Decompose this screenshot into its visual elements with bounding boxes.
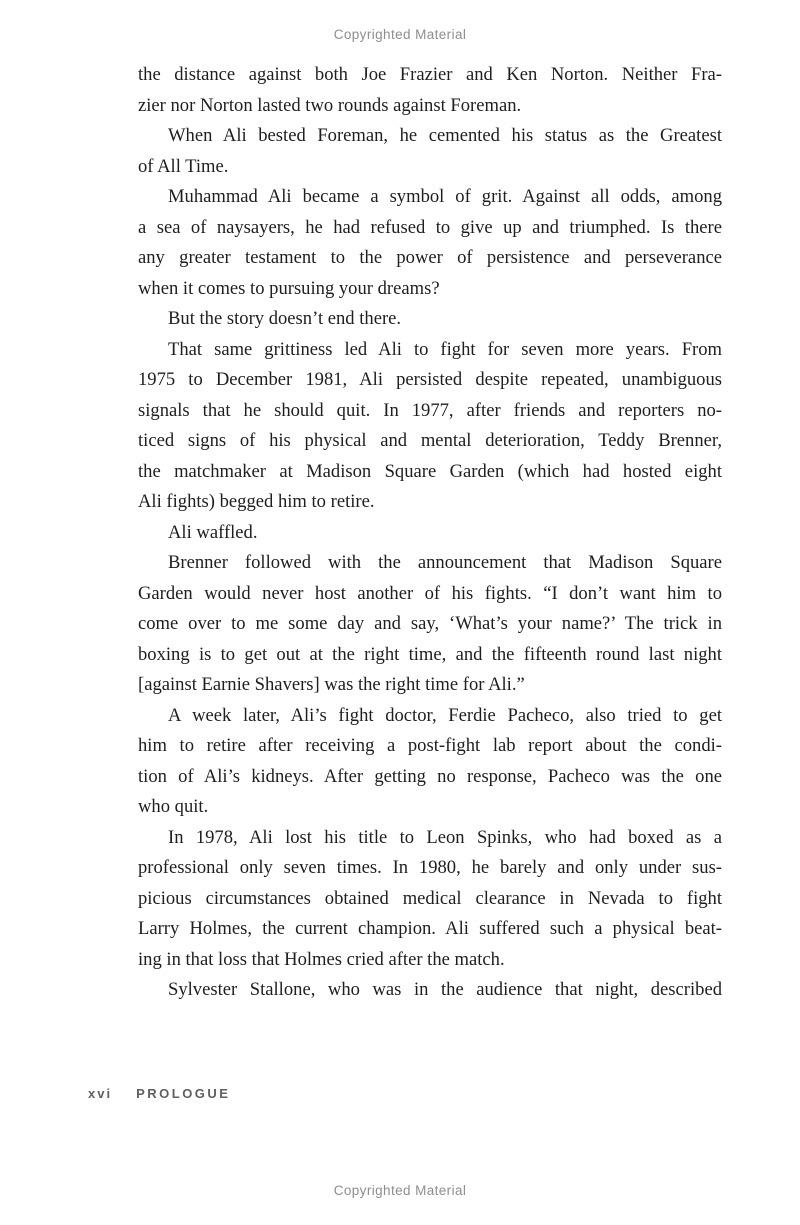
text-line: Garden would never host another of his fights. “I don’t want him to <box>138 582 722 604</box>
text-line: In 1978, Ali lost his title to Leon Spinks, who had boxed as a <box>168 826 722 848</box>
text-line: come over to me some day and say, ‘What’s your name?’ The trick in <box>138 613 722 634</box>
text-line: When Ali bested Foreman, he cemented his status as the Greatest <box>168 125 722 146</box>
text-line: of All Time. <box>138 155 229 177</box>
text-line: [against Earnie Shavers] was the right time for Ali.” <box>138 674 525 695</box>
text-line: boxing is to get out at the right time, and the fifteenth round last night <box>138 643 722 665</box>
text-line: him to retire after receiving a post-fight lab report about the condi- <box>138 735 722 756</box>
text-line: ing in that loss that Holmes cried after the match. <box>138 948 505 970</box>
text-line: any greater testament to the power of persistence and perseverance <box>138 247 722 268</box>
text-line: But the story doesn’t end there. <box>168 308 402 329</box>
text-line: zier nor Norton lasted two rounds against Foreman. <box>138 94 522 116</box>
text-line: professional only seven times. In 1980, he barely and only under sus- <box>138 857 722 878</box>
text-line: Sylvester Stallone, who was in the audience that night, described <box>168 979 722 1000</box>
text-line: Brenner followed with the announcement that Madison Square <box>168 552 722 573</box>
text-line: Ali waffled. <box>168 521 258 543</box>
body-text <box>138 60 722 1006</box>
text-line: a sea of naysayers, he had refused to give up and triumphed. Is there <box>138 216 722 238</box>
page-number: xvi <box>88 1086 113 1101</box>
text-line: who quit. <box>138 796 209 817</box>
text-line: Larry Holmes, the current champion. Ali suffered such a physical beat- <box>138 918 722 939</box>
text-line: That same grittiness led Ali to fight for seven more years. From <box>168 338 722 360</box>
text-line: signals that he should quit. In 1977, after friends and reporters no- <box>138 399 722 421</box>
running-footer <box>88 1086 230 1101</box>
text-line: tion of Ali’s kidneys. After getting no response, Pacheco was the one <box>138 765 722 787</box>
copyright-notice-top: Copyrighted Material <box>333 27 467 42</box>
section-label: PROLOGUE <box>136 1086 231 1101</box>
text-line: Ali fights) begged him to retire. <box>138 491 375 512</box>
text-line: 1975 to December 1981, Ali persisted despite repeated, unambiguous <box>138 369 722 390</box>
text-line: A week later, Ali’s fight doctor, Ferdie Pacheco, also tried to get <box>168 704 722 726</box>
text-line: the distance against both Joe Frazier and Ken Norton. Neither Fra- <box>138 64 722 85</box>
text-line: ticed signs of his physical and mental deterioration, Teddy Brenner, <box>138 430 722 451</box>
copyright-notice-bottom: Copyrighted Material <box>333 1183 467 1198</box>
text-line: the matchmaker at Madison Square Garden (which had hosted eight <box>138 460 722 482</box>
text-line: Muhammad Ali became a symbol of grit. Against all odds, among <box>168 186 722 207</box>
text-line: when it comes to pursuing your dreams? <box>138 277 440 299</box>
text-line: picious circumstances obtained medical clearance in Nevada to fight <box>138 887 722 909</box>
